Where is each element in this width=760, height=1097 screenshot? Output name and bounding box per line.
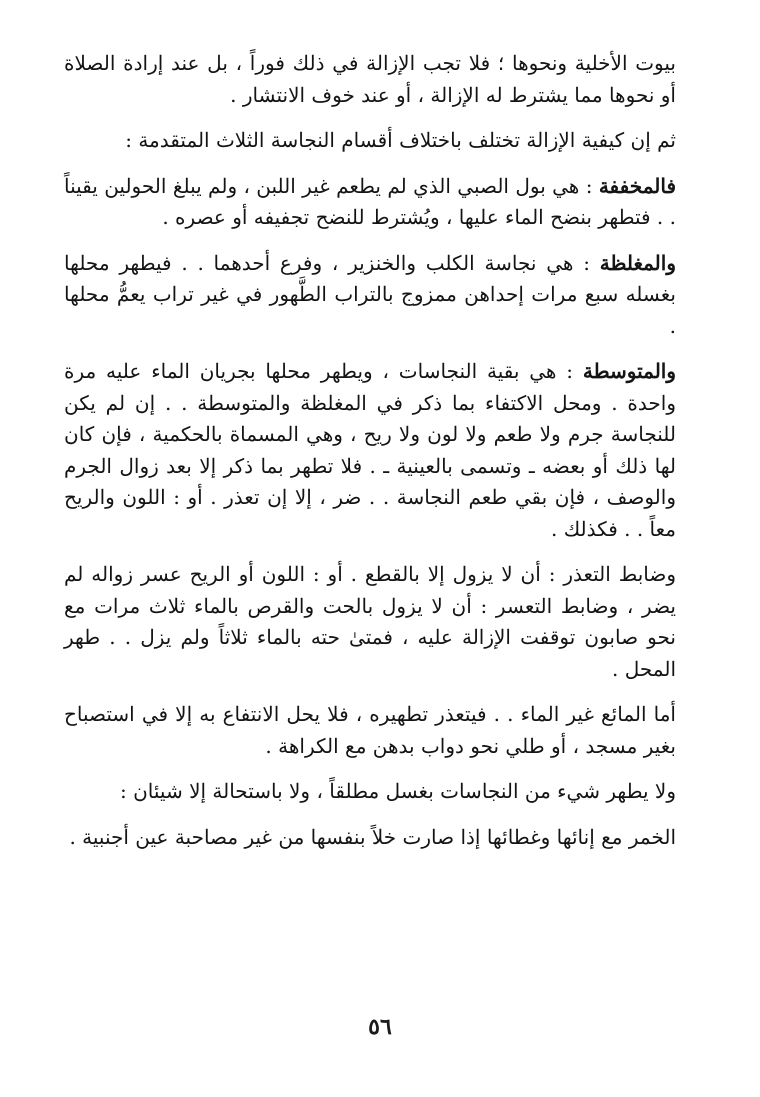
paragraph-taadhur (64, 559, 676, 685)
paragraph-istihala-text: ولا يطهر شيء من النجاسات بغسل مطلقاً ، ولا باستحالة إلا شيئان : (120, 779, 676, 803)
paragraph-istihala (64, 776, 676, 808)
page-number: ٥٦ (368, 1014, 392, 1040)
term-mutawassita: والمتوسطة (582, 359, 676, 383)
paragraph-mutawassita-text: : هي بقية النجاسات ، ويطهر محلها بجريان الماء عليه مرة واحدة . ومحل الاكتفاء بما ذكر في المغلظة والمتوسطة . . إن لم يكن للنجاسة جرم ولا طعم ولا لون ولا ريح ، وهي المسماة بالحكمية ، فإن كان لها ذلك أو بعضه ـ وتسمى بالعينية ـ . فلا تطهر بما ذكر إلا بعد زوال الجرم والوصف ، فإن بقي طعم النجاسة . . ضر ، إلا إن تعذر . أو : اللون والريح معاً . . فكذلك . (64, 359, 676, 541)
paragraph-maai-text: أما المائع غير الماء . . فيتعذر تطهيره ، فلا يحل الانتفاع به إلا في استصباح بغير مسجد ، أو طلي نحو دواب بدهن مع الكراهة . (64, 702, 676, 758)
paragraph-1 (64, 48, 676, 111)
paragraph-mughallaza (64, 248, 676, 343)
term-mukhaffafa: فالمخففة (598, 173, 677, 198)
page-body (64, 48, 676, 867)
paragraph-2 (64, 125, 676, 157)
paragraph-2-text: ثم إن كيفية الإزالة تختلف باختلاف أقسام النجاسة الثلاث المتقدمة : (125, 128, 676, 152)
paragraph-1-text: بيوت الأخلية ونحوها ؛ فلا تجب الإزالة في ذلك فوراً ، بل عند إرادة الصلاة أو نحوها مما يشترط له الإزالة ، أو عند خوف الانتشار . (64, 51, 676, 107)
paragraph-mutawassita (64, 356, 676, 545)
paragraph-mukhaffafa (64, 171, 676, 234)
paragraph-khamr-text: الخمر مع إنائها وغطائها إذا صارت خلاً بنفسها من غير مصاحبة عين أجنبية . (69, 824, 676, 849)
paragraph-mukhaffafa-text: : هي بول الصبي الذي لم يطعم غير اللبن ، ولم يبلغ الحولين يقيناً . . فتطهر بنضح الماء عليها ، ويُشترط للنضح تجفيفه أو عصره . (64, 173, 676, 229)
paragraph-taadhur-text: وضابط التعذر : أن لا يزول إلا بالقطع . أو : اللون أو الريح عسر زواله لم يضر ، وضابط التعسر : أن لا يزول بالحت والقرص بالماء ثلاث مرات مع نحو صابون توقفت الإزالة عليه ، فمتىٰ حته بالماء ثلاثاً ولم يزل . . طهر المحل . (64, 562, 676, 681)
term-mughallaza: والمغلظة (599, 250, 676, 275)
paragraph-khamr (64, 822, 676, 854)
paragraph-maai (64, 699, 676, 762)
paragraph-mughallaza-text: : هي نجاسة الكلب والخنزير ، وفرع أحدهما . . فيطهر محلها بغسله سبع مرات إحداهن ممزوج بالتراب الطَّهور في غير تراب يعمُّ محلها . (64, 250, 676, 338)
